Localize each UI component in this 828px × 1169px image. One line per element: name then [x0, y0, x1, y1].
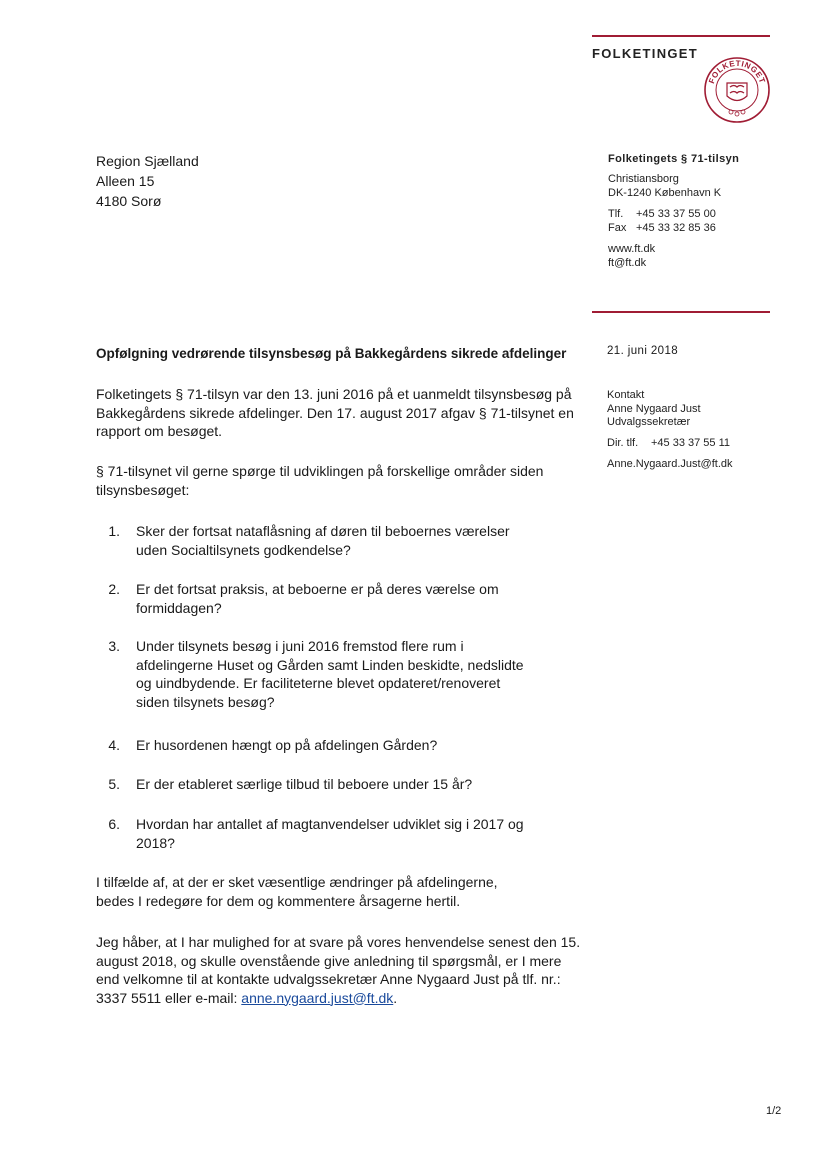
contact-role: Udvalgssekretær	[607, 416, 691, 428]
email-link[interactable]: anne.nygaard.just@ft.dk	[241, 989, 394, 1006]
sender-fax-row	[608, 222, 716, 236]
contact-label: Kontakt	[607, 389, 645, 401]
recipient-line: 4180 Sorø	[96, 193, 162, 209]
question-line: Sker der fortsat nataflåsning af døren til beboernes værelser	[136, 523, 510, 539]
page-number: 1/2	[766, 1105, 782, 1117]
closing-paragraph-1	[96, 873, 581, 910]
question-line: afdelingerne Huset og Gården samt Linden beskidte, nedslidte	[136, 656, 524, 673]
paragraph-line: Bakkegårdens sikrede afdelinger. Den 17. august 2017 afgav § 71-tilsynet en	[96, 404, 574, 421]
contact-email: Anne.Nygaard.Just@ft.dk	[607, 458, 733, 470]
question-line: formiddagen?	[136, 599, 222, 616]
paragraph-line: Jeg håber, at I har mulighed for at svare på vores henvendelse senest den 15.	[96, 934, 581, 950]
folketinget-seal-logo	[703, 56, 771, 124]
letter-subject: Opfølgning vedrørende tilsynsbesøg på Bakkegårdens sikrede afdelinger	[96, 346, 567, 361]
intro-paragraph	[96, 385, 581, 441]
paragraph-line: Folketingets § 71-tilsyn var den 13. juni 2016 på et uanmeldt tilsynsbesøg på	[96, 386, 572, 402]
lead-paragraph	[96, 462, 581, 499]
question-text	[136, 522, 510, 559]
paragraph-line: § 71-tilsynet vil gerne spørge til udviklingen på forskellige områder siden	[96, 463, 544, 479]
paragraph-line: tilsynsbesøget:	[96, 481, 190, 498]
contact-phone-row	[607, 437, 730, 451]
question-line: siden tilsynets besøg?	[136, 693, 275, 710]
contact-phone-label: Dir. tlf.	[607, 437, 639, 449]
question-number: 4.	[108, 737, 120, 753]
question-line: og uindbydende. Er faciliteterne blevet opdateret/renoveret	[136, 675, 501, 691]
question-text	[136, 775, 472, 794]
question-number: 1.	[108, 523, 120, 539]
question-line: Er det fortsat praksis, at beboerne er på deres værelse om	[136, 581, 499, 597]
sender-address-line: Christiansborg	[608, 173, 679, 185]
sentence-end: .	[393, 989, 398, 1006]
sender-divider-rule	[592, 311, 770, 313]
recipient-line: Region Sjælland	[96, 153, 199, 169]
paragraph-line	[96, 989, 581, 1008]
recipient-address	[96, 151, 199, 211]
fax-value: +45 33 32 85 36	[636, 222, 716, 234]
question-text	[136, 815, 524, 852]
sender-phone-row	[608, 208, 716, 222]
sender-address	[608, 173, 721, 200]
question-number: 2.	[108, 581, 120, 597]
fax-label: Fax	[608, 222, 627, 234]
paragraph-line: rapport om besøget.	[96, 423, 223, 439]
question-number: 5.	[108, 776, 120, 792]
question-text	[136, 736, 437, 755]
question-line: uden Socialtilsynets godkendelse?	[136, 541, 351, 558]
paragraph-line: I tilfælde af, at der er sket væsentlige ændringer på afdelingerne,	[96, 874, 498, 890]
phone-value: +45 33 37 55 00	[636, 208, 716, 220]
paragraph-line: august 2018, og skulle ovenstående give anledning til spørgsmål, er I mere	[96, 952, 562, 969]
contact-name: Anne Nygaard Just	[607, 402, 701, 415]
organization-name: FOLKETINGET	[592, 46, 699, 61]
header-top-rule	[592, 35, 770, 37]
question-line: Under tilsynets besøg i juni 2016 fremstod flere rum i	[136, 638, 464, 654]
closing-paragraph-2	[96, 933, 581, 1007]
contact-text: 3337 5511 eller e-mail:	[96, 989, 242, 1006]
sender-email: ft@ft.dk	[608, 257, 647, 269]
sender-web: www.ft.dk	[608, 243, 656, 255]
sender-address-line: DK-1240 København K	[608, 186, 722, 199]
paragraph-line: bedes I redegøre for dem og kommentere årsagerne hertil.	[96, 892, 461, 909]
contact-phone-value: +45 33 37 55 11	[651, 437, 731, 449]
question-line: Er der etableret særlige tilbud til beboere under 15 år?	[136, 776, 473, 792]
question-line: Er husordenen hængt op på afdelingen Gården?	[136, 737, 438, 753]
sender-title: Folketingets § 71-tilsyn	[608, 153, 740, 165]
recipient-line: Alleen 15	[96, 173, 155, 189]
letter-date: 21. juni 2018	[607, 345, 679, 357]
question-text	[136, 637, 524, 711]
question-number: 3.	[108, 638, 120, 654]
contact-block	[607, 389, 701, 430]
question-number: 6.	[108, 816, 120, 832]
phone-label: Tlf.	[608, 208, 624, 220]
svg-text:FOLKETINGET: FOLKETINGET	[707, 58, 767, 85]
question-line: 2018?	[136, 834, 175, 851]
paragraph-line: end velkomne til at kontakte udvalgssekretær Anne Nygaard Just på tlf. nr.:	[96, 971, 561, 987]
question-text	[136, 580, 499, 617]
question-line: Hvordan har antallet af magtanvendelser udviklet sig i 2017 og	[136, 816, 524, 832]
